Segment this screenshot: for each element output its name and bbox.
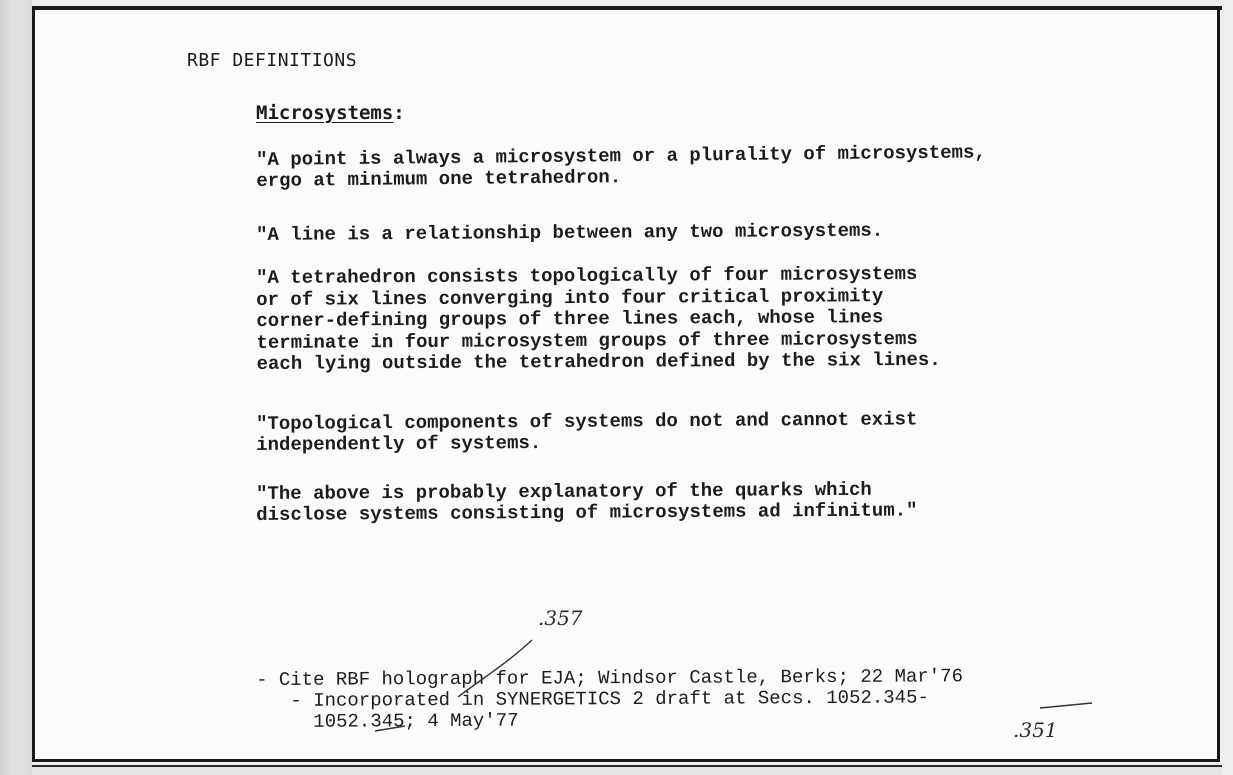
handwritten-note-357: .357 bbox=[538, 606, 583, 630]
handwritten-note-351: .351 bbox=[1013, 718, 1058, 742]
citation-note: - Cite RBF holograph for EJA; Windsor Castle, Berks; 22 Mar'76 - Incorporated in SYNERGETICS 2 draft at Secs. 1052.345- 1052.345; 4 May'77 bbox=[255, 665, 964, 733]
scan-edge bbox=[0, 0, 32, 775]
section-heading-text: Microsystems bbox=[256, 102, 394, 124]
section-heading-colon: : bbox=[393, 102, 405, 124]
bottom-border bbox=[32, 765, 1222, 775]
definition-point: "A point is always a microsystem or a plurality of microsystems, ergo at minimum one tetrahedron. bbox=[255, 141, 986, 192]
definition-topological-components: "Topological components of systems do not and cannot exist independently of systems. bbox=[255, 408, 918, 456]
definition-quarks: "The above is probably explanatory of the quarks which disclose systems consisting of microsystems ad infinitum." bbox=[255, 478, 918, 526]
definition-line: "A line is a relationship between any two microsystems. bbox=[255, 219, 884, 246]
definition-tetrahedron: "A tetrahedron consists topologically of four microsystems or of six lines converging into four critical proximity corner-defining groups of three lines each, whose lines terminate in four microsystem groups of three microsystems each lying outside the tetrahedron defined by the six lines. bbox=[255, 262, 941, 375]
document-page bbox=[32, 10, 1220, 762]
document-title: RBF DEFINITIONS bbox=[187, 50, 358, 71]
section-heading bbox=[256, 102, 405, 124]
